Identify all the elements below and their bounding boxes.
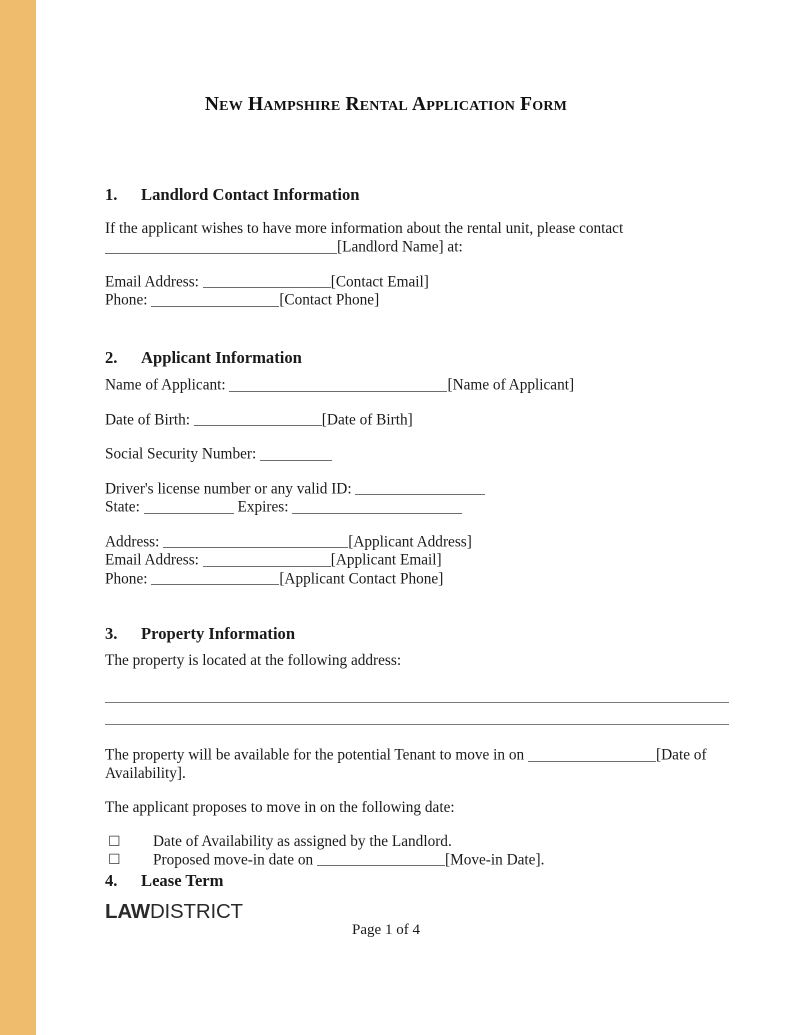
applicant-phone-line — [105, 570, 729, 588]
section-number: 4. — [105, 871, 118, 891]
applicant-expires-field[interactable] — [292, 498, 462, 514]
applicant-dob-tag: [Date of Birth] — [321, 411, 413, 429]
applicant-ssn-line — [105, 445, 729, 463]
availability-date-field[interactable] — [528, 746, 656, 762]
page-number-footer: Page 1 of 4 — [352, 922, 420, 938]
availability-tag-cont: Availability]. — [105, 764, 186, 782]
landlord-phone-tag: [Contact Phone] — [279, 291, 380, 309]
applicant-address-line — [105, 533, 729, 551]
applicant-dob-field[interactable] — [194, 411, 322, 427]
spacer — [105, 517, 729, 533]
applicant-email-field[interactable] — [203, 551, 331, 567]
spacer — [105, 395, 729, 411]
applicant-dl-line — [105, 480, 729, 498]
section-heading-applicant — [105, 348, 729, 367]
applicant-address-tag: [Applicant Address] — [348, 533, 472, 551]
option-label: Date of Availability as assigned by the Landlord. — [153, 832, 452, 850]
movein-option-proposed[interactable] — [105, 851, 729, 870]
applicant-ssn-field[interactable] — [260, 445, 332, 461]
applicant-email-line — [105, 551, 729, 569]
landlord-name-line — [105, 238, 729, 256]
section-number: 3. — [105, 624, 118, 644]
section-title: Landlord Contact Information — [141, 185, 360, 204]
spacer — [105, 367, 729, 376]
logo-bold-text: LAW — [105, 900, 150, 923]
logo-light-text: DISTRICT — [149, 900, 243, 923]
spacer — [105, 464, 729, 480]
section-number: 2. — [105, 347, 118, 367]
applicant-name-field[interactable] — [229, 376, 447, 392]
lawdistrict-logo — [105, 900, 243, 924]
applicant-state-expires-line — [105, 498, 729, 516]
checkbox-icon[interactable]: ☐ — [108, 833, 121, 850]
section-heading-property — [105, 624, 729, 643]
section-heading-lease — [105, 871, 729, 890]
applicant-phone-label: Phone: — [105, 570, 148, 588]
landlord-email-label: Email Address: — [105, 273, 199, 291]
section-number: 1. — [105, 185, 118, 204]
proposed-movein-date-field[interactable] — [317, 851, 445, 867]
landlord-phone-label: Phone: — [105, 291, 148, 309]
spacer — [105, 310, 729, 348]
option-text: Proposed move-in date on — [153, 851, 317, 869]
movein-option-availability[interactable] — [105, 833, 729, 851]
spacer — [105, 670, 729, 702]
landlord-email-line — [105, 273, 729, 291]
landlord-phone-field[interactable] — [151, 291, 279, 307]
section-title: Property Information — [141, 624, 296, 644]
applicant-dl-field[interactable] — [355, 480, 485, 496]
document-body — [105, 185, 729, 891]
applicant-name-line — [105, 376, 729, 394]
applicant-phone-field[interactable] — [151, 570, 279, 586]
section-title: Applicant Information — [141, 347, 302, 367]
property-address-prompt: The property is located at the following address: — [105, 652, 402, 670]
applicant-name-tag: [Name of Applicant] — [447, 376, 575, 394]
spacer — [105, 725, 729, 746]
property-proposes-prompt: The applicant proposes to move in on the following date: — [105, 798, 455, 816]
landlord-email-tag: [Contact Email] — [330, 273, 429, 291]
spacer — [105, 204, 729, 220]
left-accent-bar — [0, 0, 36, 1035]
section-title: Lease Term — [141, 871, 224, 891]
page-title: New Hampshire Rental Application Form — [204, 94, 568, 115]
option-tag: [Move-in Date]. — [445, 851, 545, 869]
applicant-ssn-label: Social Security Number: — [105, 445, 257, 463]
applicant-state-label: State: — [105, 498, 140, 516]
availability-tag: [Date of — [656, 746, 707, 764]
applicant-email-label: Email Address: — [105, 551, 199, 569]
landlord-name-tag: [Landlord Name] at: — [337, 238, 463, 256]
applicant-expires-label: Expires: — [237, 498, 289, 516]
availability-text: The property will be available for the potential Tenant to move in on — [105, 746, 529, 764]
checkbox-icon[interactable]: ☐ — [108, 852, 121, 869]
spacer — [105, 703, 729, 724]
applicant-dob-label: Date of Birth: — [105, 411, 190, 429]
landlord-phone-line — [105, 291, 729, 309]
applicant-email-tag: [Applicant Email] — [330, 551, 442, 569]
section-heading-landlord — [105, 185, 729, 204]
spacer — [105, 429, 729, 445]
landlord-intro-line: If the applicant wishes to have more information about the rental unit, please contact — [105, 220, 624, 238]
applicant-dob-line — [105, 411, 729, 429]
option-label — [153, 851, 729, 869]
document-page — [36, 0, 800, 1035]
applicant-address-label: Address: — [105, 533, 160, 551]
property-availability-line — [105, 746, 729, 782]
applicant-dl-label: Driver's license number or any valid ID: — [105, 480, 352, 498]
spacer — [105, 817, 729, 833]
applicant-phone-tag: [Applicant Contact Phone] — [279, 570, 444, 588]
landlord-name-field[interactable] — [105, 238, 337, 254]
applicant-name-label: Name of Applicant: — [105, 376, 226, 394]
applicant-address-field[interactable] — [163, 533, 348, 549]
applicant-state-field[interactable] — [144, 498, 234, 514]
spacer — [105, 643, 729, 652]
landlord-email-field[interactable] — [203, 273, 331, 289]
spacer — [105, 588, 729, 624]
spacer — [105, 783, 729, 799]
spacer — [105, 257, 729, 273]
